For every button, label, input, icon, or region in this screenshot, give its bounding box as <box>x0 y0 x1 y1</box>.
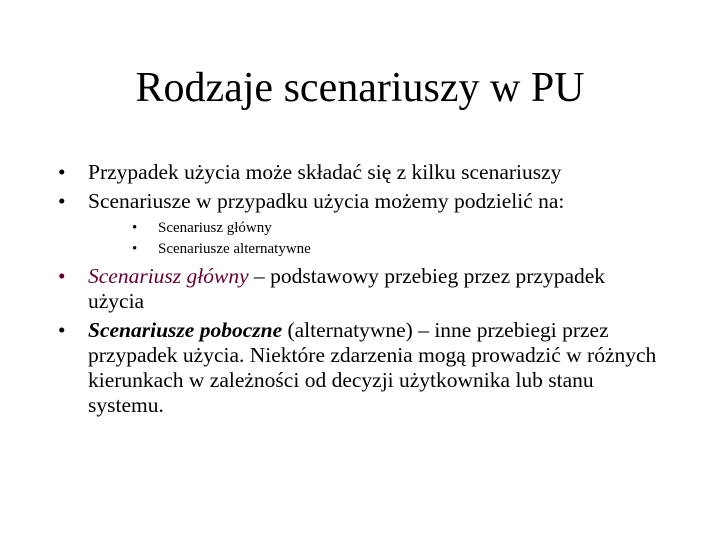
sub-bullet-2-text: Scenariusze alternatywne <box>158 241 311 257</box>
bullet-dot: • <box>58 264 66 288</box>
bullet-4 <box>58 318 658 418</box>
bullet-1-text: Przypadek użycia może składać się z kilku scenariuszy <box>88 160 562 184</box>
bullet-dot: • <box>58 189 66 213</box>
sub-bullet-2 <box>58 239 658 260</box>
sub-bullet-list <box>58 218 658 260</box>
bullet-3 <box>58 264 658 314</box>
sub-bullet-dot: • <box>132 220 138 236</box>
bullet-2-text: Scenariusze w przypadku użycia możemy podzielić na: <box>88 189 565 213</box>
bullet-4-term: Scenariusze poboczne <box>88 318 283 342</box>
sub-bullet-1-text: Scenariusz główny <box>158 220 272 236</box>
bullet-2 <box>58 189 658 214</box>
slide-title: Rodzaje scenariuszy w PU <box>135 65 585 111</box>
bullet-1 <box>58 160 658 185</box>
bullet-dot: • <box>58 160 66 184</box>
slide-content <box>58 160 658 422</box>
bullet-4-rest: (alternatywne) – inne przebiegi przez przypadek użycia. Niektóre zdarzenia mogą prowadzić w różnych kierunkach w zależności od decyzji użytkownika lub stanu systemu. <box>88 318 657 417</box>
sub-bullet-dot: • <box>132 241 138 257</box>
sub-bullet-1 <box>58 218 658 239</box>
bullet-dot: • <box>58 318 66 342</box>
bullet-3-term: Scenariusz główny <box>88 264 249 288</box>
bullet-3-rest: – podstawowy przebieg przez przypadek użycia <box>88 264 606 313</box>
